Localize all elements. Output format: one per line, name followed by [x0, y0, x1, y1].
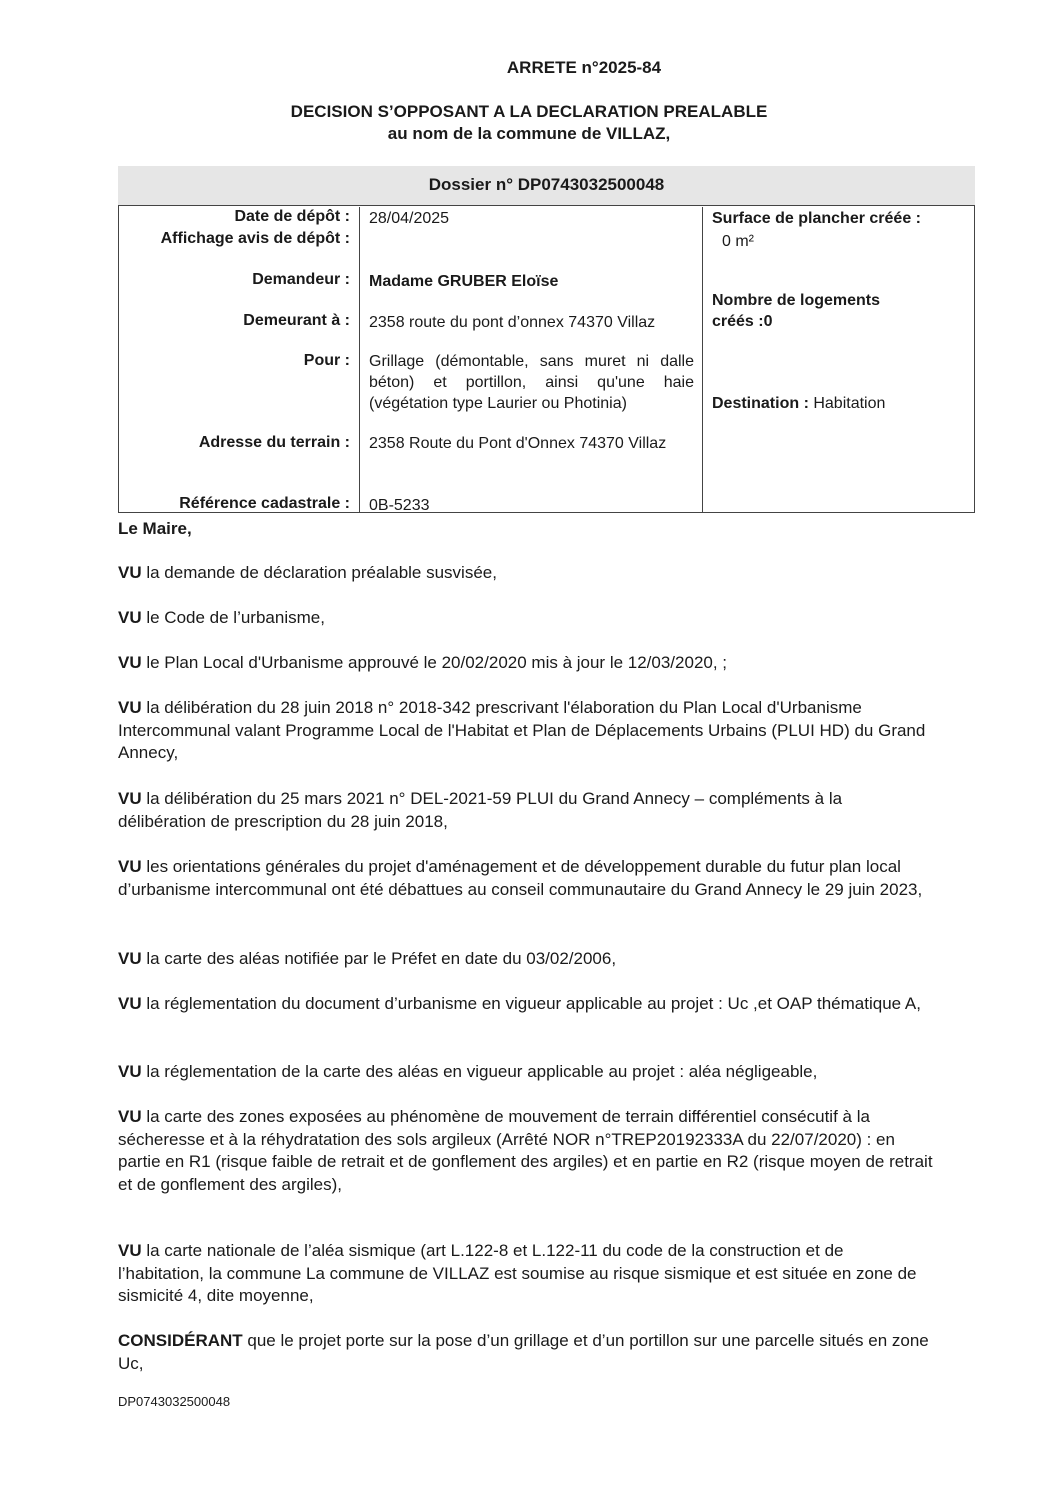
- divider-right: [702, 207, 703, 513]
- paragraph-lead: VU: [118, 1062, 142, 1081]
- paragraph: [118, 1240, 933, 1308]
- dossier-title: Dossier n° DP0743032500048: [118, 166, 975, 206]
- paragraph-lead: VU: [118, 563, 142, 582]
- paragraph-lead: VU: [118, 1107, 142, 1126]
- paragraph-lead: VU: [118, 653, 142, 672]
- paragraph-lead: VU: [118, 1241, 142, 1260]
- paragraph-text: la réglementation de la carte des aléas en vigueur applicable au projet : aléa négligeable,: [141, 1062, 818, 1081]
- commune-line: au nom de la commune de VILLAZ,: [387, 124, 671, 143]
- divider-left: [359, 207, 360, 513]
- affichage-label: Affichage avis de dépôt :: [160, 230, 350, 247]
- date-depot-label: Date de dépôt :: [234, 208, 350, 225]
- destination-block: [712, 393, 967, 414]
- destination-label: Destination :: [712, 395, 809, 412]
- paragraph: [118, 856, 933, 901]
- paragraph-text: la carte des zones exposées au phénomène de mouvement de terrain différentiel consécutif à la sécheresse et à la réhydratation des sols argileux (Arrêté NOR n°TREP20192333A du 22/07/2020) : en partie en R1 (risque faible de retrait et de gonflement des argiles) et en partie en R2 (risque moyen de retrait et de gonflement des argiles),: [118, 1107, 933, 1194]
- arrete-number: ARRETE n°2025-84: [506, 58, 662, 77]
- demeurant-value: 2358 route du pont d’onnex 74370 Villaz: [369, 314, 656, 331]
- logements-block: [712, 290, 912, 332]
- paragraph: [118, 562, 933, 585]
- paragraph-text: la délibération du 28 juin 2018 n° 2018-342 prescrivant l'élaboration du Plan Local d'Urbanisme Intercommunal valant Programme Local de l'Habitat et Plan de Déplacements Urbains (PLUI HD) du Grand Annecy,: [118, 698, 926, 762]
- paragraph: [118, 1106, 933, 1196]
- paragraph: [118, 948, 933, 971]
- surface-value: 0 m²: [722, 233, 754, 250]
- surface-label: Surface de plancher créée :: [712, 210, 921, 227]
- paragraph: [118, 697, 933, 765]
- logements-value: 0: [763, 313, 773, 330]
- paragraph: [118, 788, 933, 833]
- pour-value: Grillage (démontable, sans muret ni dalle béton) et portillon, ainsi qu'une haie (végétation type Laurier ou Photinia): [369, 353, 694, 412]
- paragraph-text: la carte nationale de l’aléa sismique (art L.122-8 et L.122-11 du code de la construction et de l’habitation, la commune La commune de VILLAZ est soumise au risque sismique et est située en zone de sismicité 4, dite moyenne,: [118, 1241, 917, 1305]
- demeurant-label: Demeurant à :: [243, 312, 350, 329]
- paragraph-lead: VU: [118, 949, 142, 968]
- adresse-value: 2358 Route du Pont d'Onnex 74370 Villaz: [369, 435, 667, 452]
- paragraph-lead: VU: [118, 608, 142, 627]
- paragraph-text: la réglementation du document d’urbanisme en vigueur applicable au projet : Uc ,et OAP thématique A,: [141, 994, 921, 1013]
- paragraph-lead: VU: [118, 857, 142, 876]
- demandeur-value: Madame GRUBER Eloïse: [369, 273, 559, 290]
- paragraph-text: que le projet porte sur la pose d’un grillage et d’un portillon sur une parcelle situés en zone Uc,: [118, 1331, 929, 1373]
- paragraph: [118, 607, 933, 630]
- destination-value: Habitation: [813, 395, 886, 412]
- paragraph-text: les orientations générales du projet d'aménagement et de développement durable du futur plan local d’urbanisme intercommunal ont été débattues au conseil communautaire du Grand Annecy le 29 juin 2023,: [118, 857, 923, 899]
- date-depot-value: 28/04/2025: [369, 210, 450, 227]
- paragraph: [118, 1330, 933, 1375]
- maire-heading: Le Maire,: [118, 519, 192, 538]
- reference-value: 0B-5233: [369, 497, 430, 514]
- paragraph: [118, 652, 933, 675]
- paragraph-lead: VU: [118, 994, 142, 1013]
- paragraph-text: le Plan Local d'Urbanisme approuvé le 20/02/2020 mis à jour le 12/03/2020, ;: [141, 653, 728, 672]
- paragraph: [118, 1061, 933, 1084]
- paragraph: [118, 993, 933, 1016]
- decision-title: DECISION S’OPPOSANT A LA DECLARATION PREALABLE: [290, 102, 768, 121]
- paragraph-text: la carte des aléas notifiée par le Préfet en date du 03/02/2006,: [141, 949, 617, 968]
- footer-reference: DP0743032500048: [118, 1394, 231, 1409]
- paragraph-lead: CONSIDÉRANT: [118, 1331, 243, 1350]
- surface-block: [712, 208, 967, 252]
- reference-label: Référence cadastrale :: [179, 495, 350, 512]
- paragraph-lead: VU: [118, 789, 142, 808]
- paragraph-lead: VU: [118, 698, 142, 717]
- adresse-label: Adresse du terrain :: [198, 434, 350, 451]
- demandeur-label: Demandeur :: [252, 271, 350, 288]
- paragraph-text: le Code de l’urbanisme,: [141, 608, 325, 627]
- pour-label: Pour :: [303, 352, 350, 369]
- paragraph-text: la demande de déclaration préalable susvisée,: [141, 563, 497, 582]
- paragraph-text: la délibération du 25 mars 2021 n° DEL-2021-59 PLUI du Grand Annecy – compléments à la délibération de prescription du 28 juin 2018,: [118, 789, 843, 831]
- logements-label: Nombre de logements créés :: [712, 292, 881, 330]
